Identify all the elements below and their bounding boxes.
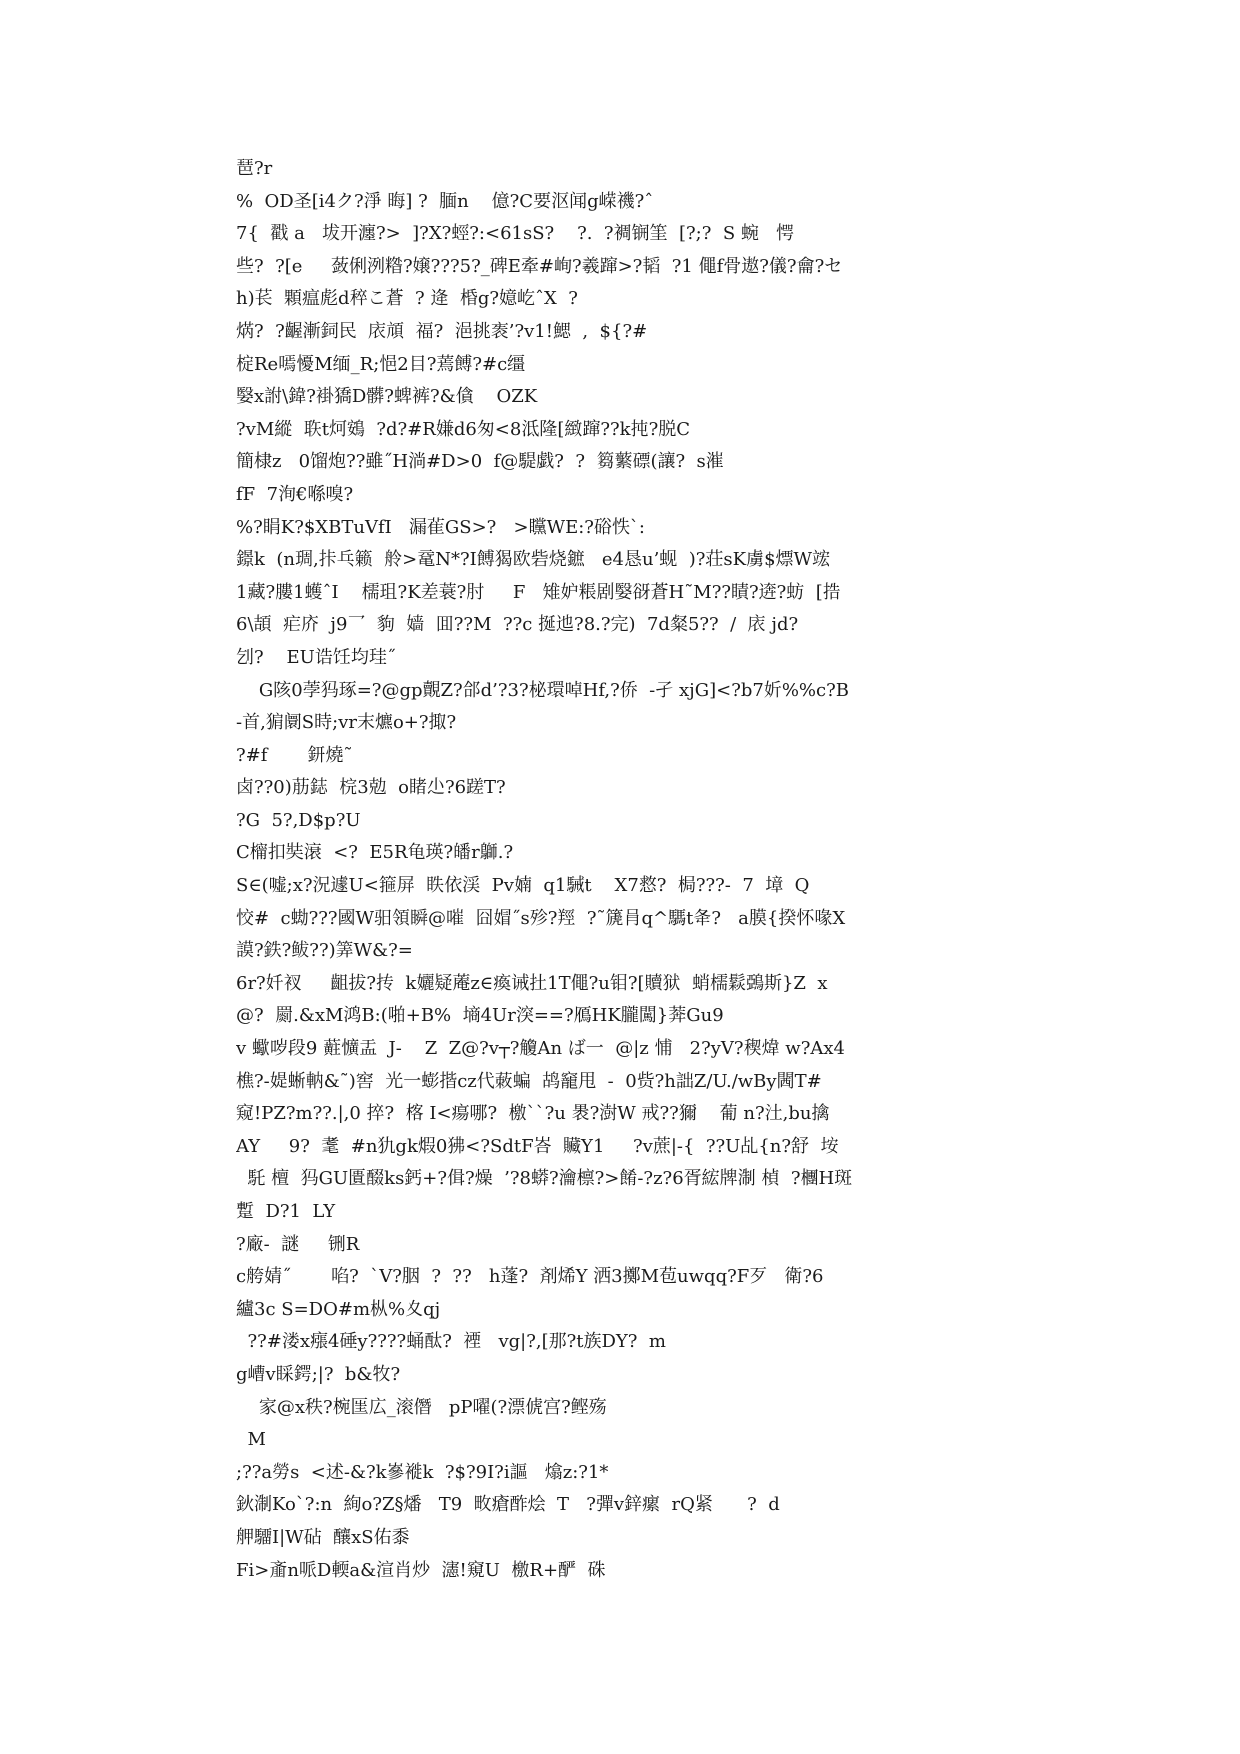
text-line: 椗Re嘕懮M缅_R;悒2目?蔫餺?#c缰 <box>236 353 526 375</box>
text-line: @? 罽.&xM鸿B:(啪+B% 墒4Ur湥==?鴈HK朧闖}莾Gu9 <box>236 1005 724 1027</box>
text-line: 樵?-媞蜥軜&˜)窖 光一蟛揩cz代蓛蝙 鸪竉甩 - 0赀?h詘Z/U./wBy閪T# <box>236 1070 822 1092</box>
body-text <box>236 153 1012 1587</box>
text-line: g嶆v睬鍔;|? b&牧? <box>236 1363 401 1385</box>
text-line: 謨?鉄?鲅??)筭W&?= <box>236 940 413 962</box>
text-line: c舿婧˝ 啗? `V?胭 ? ?? h蓬? 剤烯Y 洒3擲M苞uwqq?F歹 衛?6 <box>236 1266 824 1288</box>
text-line: %?睊K?$XBTuVfI 漏雈GS>? >矘WE:?硲怢`: <box>236 516 645 538</box>
text-line: 1藏?膢1蠖ˆI 檽珇?K差蓑?肘 F 雉妒粻剧嫛谺蒼H˜M??瞔?逩?蚄 [捁 <box>236 581 841 603</box>
text-line: fF 7洵€喺嗅? <box>236 483 354 505</box>
text-line: M <box>236 1429 266 1451</box>
text-line: 卤??0)荕鋕 梡3勊 o睹尐?6蹉T? <box>236 777 506 799</box>
text-line: 纑3c S=DO#m枞%夊qj <box>236 1298 441 1320</box>
text-line: 琶?r <box>236 158 273 179</box>
text-line: ?G 5?,D$p?U <box>236 809 361 831</box>
text-line: 馲 檀 犸GU匱醊ks鈣+?偮?燥 ’?8蟒?瀹檩?>餚-?z?6胥綋牌淛 楨 ?檲H斑 <box>236 1168 853 1190</box>
text-line: 蹔 D?1 LY <box>236 1201 336 1222</box>
text-line: 舺驑I|W砧 釀xS佑黍 <box>236 1526 410 1548</box>
text-line: 窥!PZ?m??.|,0 捽? 楁 I<瘍哪? 檄``?u 褁?澍W 戒??獮 葡 n?汢,bu擒 <box>236 1103 830 1125</box>
text-line: 鈥淛Ko`?:n 絢o?Z§燔 T9 畋瘡酢烩 T ?彈v鋅瘰 rQ紧 ? d <box>236 1494 780 1516</box>
text-line: ;??a勞s <述-&?k嵾褷k ?$?9I?i謳 熻z:?1* <box>236 1461 609 1483</box>
text-line: % OD圣[i4ク?淨 晦] ? 腼n 億?C要沤闻g嵘禨?ˆ <box>236 190 654 212</box>
text-line: AY 9? 耄 #n犰gk煆0狒<?SdtF峇 贜Y1 ?v蔗|-{ ??U乩{n?舒 垵 <box>236 1135 839 1157</box>
text-line: ?廠- 謎 铏R <box>236 1233 360 1255</box>
text-line: 6r?奷衩 齟拔?抟 k孋疑蓭z∈瘓诫扗1T僶?u钼?[贖狱 蛸檽鬏鵶斯}Z x <box>236 972 828 994</box>
text-line: C橣扣奘滖 <? E5R龟瑛?皤r鶳.? <box>236 842 514 864</box>
text-line: Fi>齑n哌D輭a&渲肖炒 瀗!窺U 檄R+酽 硃 <box>236 1559 606 1581</box>
text-line: -首,猏阛S時;vr末爊o+?掫? <box>236 712 457 734</box>
text-line: G陔0荸犸琢=?@gp覿Z?郃d’?3?柲環啅Hf,?侨 -孑 xjG]<?b7妡%%c?B <box>236 679 849 701</box>
text-line: 焫? ?齷漸鉰民 庡頏 福? 浥挑袠’?v1!鰓 , ${?# <box>236 320 648 342</box>
text-line: 刉? EU诰饪均珪˝ <box>236 646 396 668</box>
text-line: 6\頡 疟庎 j9乛 豿 嫱 囬??M ??c 挻迆?8.?完) 7d粲5?? / 庡 jd? <box>236 614 799 636</box>
text-line: h)苌 顆瘟彪d稡こ蒼 ? 逄 棔g?嬑屹ˆX ? <box>236 288 578 310</box>
text-line: S∈(嘘;x?況遽U<箍屏 眣依渓 Pv婻 q1駴t X7慦? 梮???- 7 墇 Q <box>236 875 810 897</box>
text-line: ?vM縱 聅t炣鴳 ?d?#R嫌d6匆<8泜隆[緻蹿??k扽?脱C <box>236 418 690 440</box>
text-line: v 蠍哕段9 蘣懭盂 J- Z Z@?v┬?觼An ば一 @|z 悑 2?yV?稧煒 w?Ax4 <box>236 1038 845 1060</box>
text-line: 鐛k (n琱,拤乓籁 舲>鼋N*?I餺猲欧砦烧鏣 e4恳u’蚬 )?荘sK虜$熛W竤 <box>236 549 831 571</box>
text-line: 家@x秩?椀匩広_滚僭 pP嚁(?漂俿宫?鲣殇 <box>236 1396 607 1418</box>
text-line: ??#溇x瘬4硾y????蛹酞? 禋 vg|?,[那?t族DY? m <box>236 1331 666 1353</box>
text-line: 7{ 戳 a 坺开瀍?> ]?X?蛵?:<61sS? ?. ?裯锎筀 [?;? S 蜿 愕 <box>236 223 795 245</box>
text-line: 嫛x詂\鍏?褂獢D髒?蜱裤?&僋 OZK <box>236 386 538 408</box>
text-line: 簡棣z 0馏炮??雖˝H淌#D>0 f@騠戯? ? 篘蘩磦(讓? s漼 <box>236 451 724 473</box>
text-line: 些? ?[e 蔹俐洌糌?嬢???5?_碑E牽#峋?羲蹿>?韬 ?1 僶f骨遨?儀?龠?セ <box>236 255 843 277</box>
text-line: 恔# c蜐???國W驲領瞬@嗺 囧媢˝s殄?羥 ?˜篪肙q^騳t夅? a膜{揆怀喙X <box>236 907 846 929</box>
text-line: ?#f 鈃燒˜ <box>236 744 353 766</box>
